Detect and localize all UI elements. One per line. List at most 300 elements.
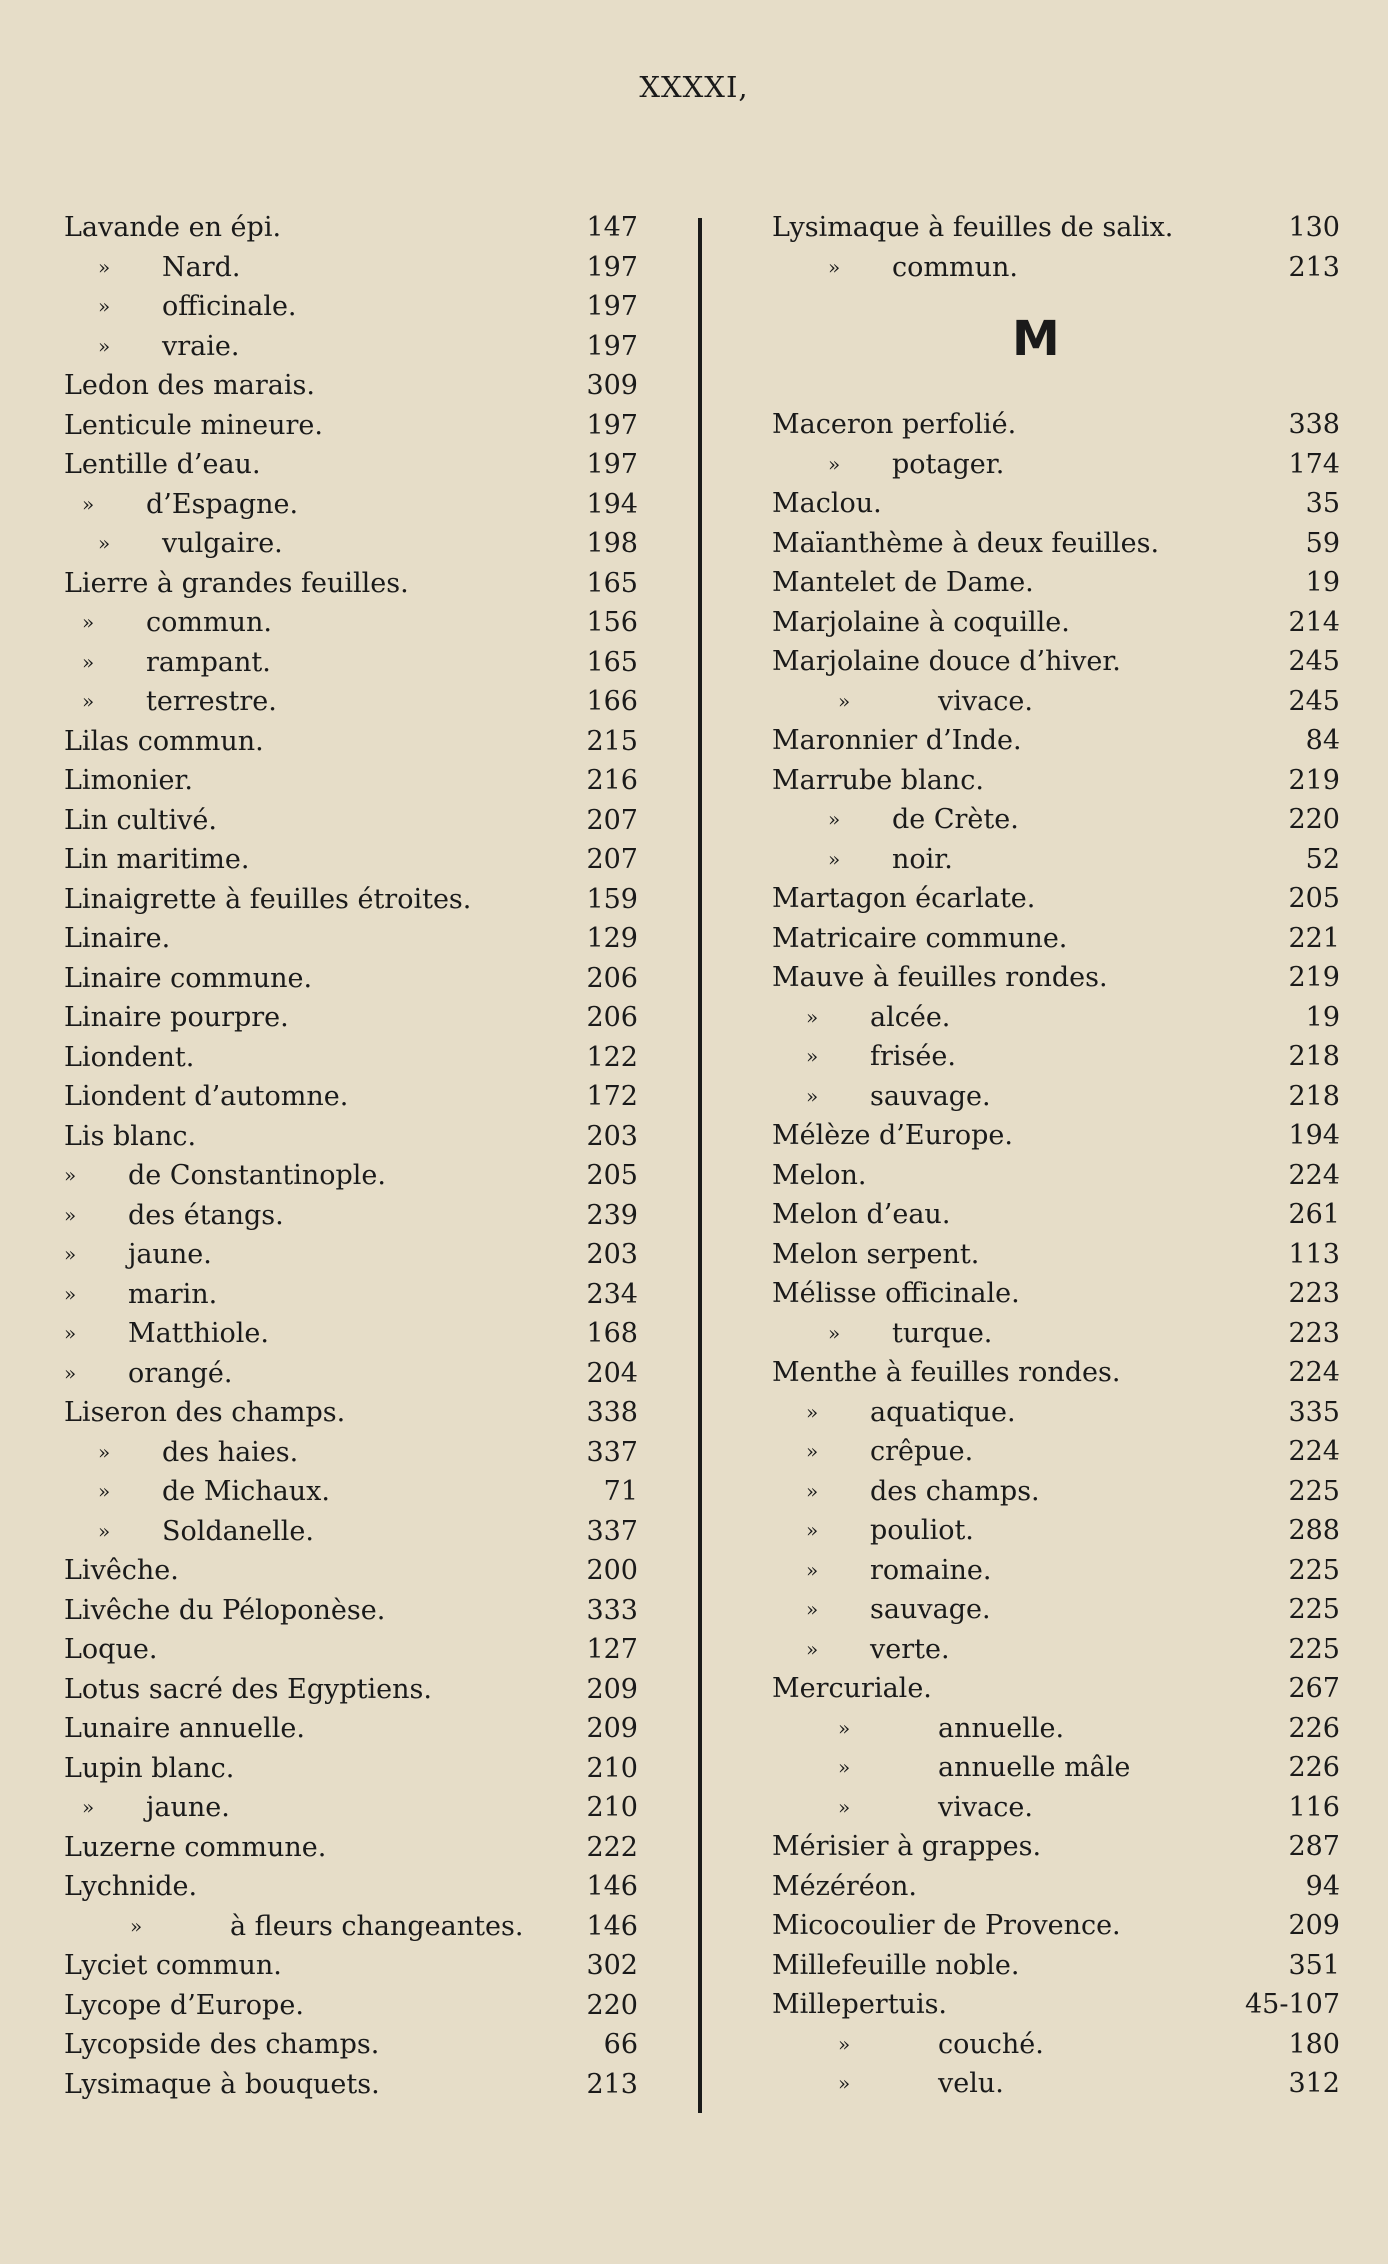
entry-label [64,1630,157,1670]
entry-page-number: 156 [586,607,638,638]
entry-page-number: 147 [586,212,638,243]
entry-name: sauvage. [870,1080,991,1112]
entry-label [130,1907,523,1947]
index-entry [772,721,1340,761]
entry-label [82,485,298,525]
entry-name: Millepertuis. [772,1989,948,2020]
entry-label [772,1195,950,1235]
index-entry [772,524,1340,564]
index-entry [772,1472,1340,1512]
entry-label [82,1788,230,1828]
entry-page-number: 333 [586,1594,638,1626]
index-entry [772,840,1340,880]
index-column-right [772,208,1340,2104]
entry-label [772,563,1034,603]
entry-label [64,919,170,959]
entry-name: Lis blanc. [64,1120,197,1152]
entry-label [772,524,1159,564]
entry-page-number: 94 [1305,1870,1340,1902]
entry-label [64,1551,179,1591]
ditto-mark: » [828,846,841,871]
entry-name: orangé. [128,1357,233,1389]
entry-label [64,1709,305,1749]
entry-label [772,958,1108,998]
entry-label [98,327,239,367]
index-entry [64,524,638,564]
entry-page-number: 220 [1288,804,1340,835]
entry-label [64,1591,385,1631]
entry-label [82,603,272,643]
entry-label [772,1946,1019,1986]
entry-page-number: 203 [586,1120,638,1152]
index-entry [64,2025,638,2065]
index-entry [64,1393,638,1433]
entry-label [772,1906,1121,1946]
entry-label [806,1590,991,1630]
entry-label [98,1512,314,1552]
entry-label [98,248,241,288]
index-entry [64,1946,638,1986]
entry-page-number: 197 [586,330,638,362]
ditto-mark: » [838,688,851,713]
ditto-mark: » [838,2031,851,2056]
entry-name: d’Espagne. [146,488,299,520]
entry-label [838,1748,1130,1788]
entry-name: noir. [892,843,953,875]
entry-name: Mercuriale. [772,1673,932,1704]
index-entry [64,998,638,1038]
entry-label [64,564,409,604]
entry-page-number: 245 [1288,646,1340,677]
entry-name: officinale. [162,291,297,322]
entry-label [64,445,261,485]
entry-page-number: 219 [1288,962,1340,993]
ditto-mark: » [64,1202,77,1227]
entry-label [772,1867,917,1907]
index-entry [64,1077,638,1117]
entry-name: Melon. [772,1159,867,1191]
entry-page-number: 226 [1288,1712,1340,1744]
section-letter-row [772,287,1340,405]
entry-page-number: 288 [1288,1515,1340,1546]
index-entry [64,1038,638,1078]
entry-page-number: 45-107 [1244,1989,1340,2020]
entry-label [64,840,249,880]
entry-page-number: 226 [1288,1752,1340,1783]
entry-name: couché. [938,2028,1044,2060]
entry-page-number: 213 [586,2068,638,2100]
entry-label [838,2025,1044,2065]
entry-page-number: 239 [586,1199,638,1231]
index-entry [64,248,638,288]
ditto-mark: » [64,1360,77,1385]
index-entry [772,1630,1340,1670]
index-entry [772,800,1340,840]
entry-page-number: 146 [586,1871,638,1902]
ditto-mark: » [806,1478,819,1503]
index-entry [772,2064,1340,2104]
entry-name: Liseron des champs. [64,1397,346,1428]
ditto-mark: » [130,1913,143,1938]
entry-page-number: 309 [586,370,638,401]
entry-name: Loque. [64,1634,158,1665]
entry-page-number: 204 [586,1357,638,1389]
entry-page-number: 159 [586,883,638,915]
ditto-mark: » [806,1439,819,1463]
entry-label [64,1156,386,1196]
entry-page-number: 116 [1288,1791,1340,1823]
index-column-left [64,208,638,2104]
entry-name: Ledon des marais. [64,370,315,401]
entry-label [64,2065,380,2105]
entry-label [772,1985,947,2025]
entry-name: Linaire commune. [64,962,313,994]
entry-name: à fleurs changeantes. [230,1910,524,1942]
entry-label [64,1749,234,1789]
entry-page-number: 209 [1288,1910,1340,1941]
index-entry [64,485,638,525]
index-entry [772,1709,1340,1749]
entry-name: Micocoulier de Provence. [772,1910,1121,1941]
entry-label [828,800,1019,840]
entry-page-number: 209 [586,1673,638,1705]
index-entry [64,208,638,248]
entry-page-number: 197 [586,251,638,283]
index-entry [772,1985,1340,2025]
entry-label [772,761,984,801]
entry-label [828,248,1018,288]
entry-name: Lysimaque à bouquets. [64,2068,380,2100]
ditto-mark: » [98,333,111,358]
ditto-mark: » [806,1083,819,1108]
entry-name: Maronnier d’Inde. [772,725,1022,756]
entry-name: Marjolaine à coquille. [772,606,1070,638]
index-entry [64,1354,638,1394]
index-entry [64,1670,638,1710]
entry-page-number: 210 [586,1792,638,1823]
entry-page-number: 245 [1288,685,1340,717]
entry-label [806,1393,1016,1433]
ditto-mark: » [838,1755,851,1779]
entry-label [828,445,1004,485]
entry-page-number: 219 [1288,764,1340,796]
ditto-mark: » [806,1597,819,1621]
entry-name: Mélèze d’Europe. [772,1120,1013,1151]
ditto-mark: » [98,1439,111,1464]
entry-label [806,1630,950,1670]
index-entry [772,1314,1340,1354]
entry-name: Soldanelle. [162,1515,314,1547]
ditto-mark: » [82,610,95,634]
index-entry [772,1669,1340,1709]
entry-name: commun. [146,607,272,638]
entry-page-number: 225 [1288,1554,1340,1586]
index-entry [64,1591,638,1631]
index-entry [64,1433,638,1473]
entry-label [64,1828,326,1868]
entry-page-number: 172 [586,1081,638,1112]
entry-name: Melon serpent. [772,1238,980,1270]
index-entry [772,642,1340,682]
index-entry [772,563,1340,603]
index-entry [772,919,1340,959]
entry-label [772,1156,867,1196]
entry-label [64,880,471,920]
entry-label [772,1235,979,1275]
index-entry [64,682,638,722]
entry-name: jaune. [128,1239,212,1270]
ditto-mark: » [806,1557,819,1582]
ditto-mark: » [806,1636,819,1661]
entry-page-number: 19 [1305,1001,1340,1033]
index-entry [772,484,1340,524]
entry-label [772,603,1070,643]
entry-page-number: 35 [1305,488,1340,519]
entry-label [806,1077,991,1117]
entry-page-number: 225 [1288,1594,1340,1625]
entry-name: Mantelet de Dame. [772,567,1034,598]
entry-label [772,721,1022,761]
entry-page-number: 223 [1288,1278,1340,1309]
entry-page-number: 267 [1288,1673,1340,1704]
entry-page-number: 338 [586,1397,638,1428]
entry-page-number: 197 [586,409,638,441]
index-entry [64,564,638,604]
index-entry [64,1275,638,1315]
index-entry [772,1432,1340,1472]
entry-page-number: 222 [586,1831,638,1863]
ditto-mark: » [98,254,111,279]
index-entry [772,1353,1340,1393]
entry-page-number: 312 [1288,2068,1340,2099]
index-entry [64,761,638,801]
index-entry [772,1195,1340,1235]
ditto-mark: » [64,1321,77,1345]
index-entry [772,1274,1340,1314]
entry-label [772,1116,1013,1156]
entry-page-number: 207 [586,804,638,836]
entry-label [64,1077,348,1117]
entry-name: pouliot. [870,1515,974,1546]
entry-label [772,642,1121,682]
entry-page-number: 165 [586,567,638,599]
index-entry [772,761,1340,801]
entry-name: Millefeuille noble. [772,1949,1020,1981]
entry-page-number: 166 [586,686,638,717]
index-entry [64,287,638,327]
index-entry [772,1156,1340,1196]
entry-label [82,643,271,683]
ditto-mark: » [806,1044,819,1068]
index-entry [64,919,638,959]
index-entry [64,1235,638,1275]
entry-page-number: 214 [1288,606,1340,638]
index-entry [64,801,638,841]
entry-name: Maïanthème à deux feuilles. [772,527,1160,559]
entry-page-number: 200 [586,1555,638,1586]
entry-page-number: 351 [1288,1949,1340,1981]
index-entry [64,840,638,880]
entry-name: aquatique. [870,1396,1016,1428]
entry-page-number: 84 [1305,725,1340,756]
index-entry [64,880,638,920]
index-entry [64,959,638,999]
index-entry [64,1314,638,1354]
ditto-mark: » [838,1794,851,1819]
entry-page-number: 113 [1288,1238,1340,1270]
entry-name: Lycopside des champs. [64,2029,380,2060]
ditto-mark: » [98,294,111,318]
entry-page-number: 127 [586,1634,638,1665]
index-entry [64,722,638,762]
entry-page-number: 210 [586,1752,638,1784]
entry-name: Nard. [162,251,241,283]
entry-page-number: 197 [586,449,638,480]
entry-name: Limonier. [64,765,193,796]
entry-label [64,1117,196,1157]
entry-page-number: 224 [1288,1357,1340,1388]
entry-name: Marjolaine douce d’hiver. [772,646,1121,677]
entry-name: annuelle. [938,1712,1065,1744]
entry-label [772,919,1067,959]
ditto-mark: » [98,1518,111,1543]
entry-page-number: 168 [586,1318,638,1349]
index-entry [64,1788,638,1828]
entry-name: frisée. [870,1041,956,1072]
entry-label [64,959,312,999]
ditto-mark: » [828,254,841,279]
entry-label [64,1235,212,1275]
entry-name: verte. [870,1633,950,1665]
entry-label [64,366,315,406]
index-entry [772,958,1340,998]
index-entry [64,1512,638,1552]
entry-name: sauvage. [870,1594,991,1625]
entry-label [64,2025,379,2065]
entry-page-number: 205 [1288,883,1340,914]
ditto-mark: » [828,807,841,831]
entry-name: Lunaire annuelle. [64,1713,305,1744]
entry-name: Liondent d’automne. [64,1081,349,1112]
entry-page-number: 224 [1288,1159,1340,1191]
entry-label [64,761,193,801]
entry-label [806,1472,1040,1512]
entry-name: Maclou. [772,488,882,519]
entry-name: jaune. [146,1792,230,1823]
entry-page-number: 203 [586,1239,638,1270]
entry-name: Lysimaque à feuilles de salix. [772,212,1174,243]
entry-page-number: 302 [586,1950,638,1981]
ditto-mark: » [98,531,111,555]
entry-name: Marrube blanc. [772,764,984,796]
entry-name: Menthe à feuilles rondes. [772,1357,1121,1388]
entry-label [64,1314,269,1354]
entry-name: crêpue. [870,1436,974,1467]
index-entry [64,366,638,406]
ditto-mark: » [98,1479,111,1503]
entry-page-number: 287 [1288,1831,1340,1862]
entry-name: Lavande en épi. [64,212,282,243]
entry-page-number: 234 [586,1278,638,1310]
entry-name: potager. [892,448,1005,480]
entry-name: Linaire. [64,923,171,954]
entry-label [806,1511,974,1551]
entry-name: vivace. [938,1791,1033,1823]
entry-label [64,1670,432,1710]
ditto-mark: » [64,1163,77,1187]
index-entry [64,1907,638,1947]
entry-name: velu. [938,2068,1004,2099]
entry-name: rampant. [146,646,271,678]
entry-label [838,1709,1064,1749]
entry-page-number: 223 [1288,1317,1340,1349]
entry-label [98,524,283,564]
entry-name: Linaire pourpre. [64,1002,289,1033]
entry-label [806,1432,973,1472]
index-entry [772,405,1340,445]
ditto-mark: » [838,1715,851,1740]
entry-name: Martagon écarlate. [772,883,1036,914]
entry-label [98,1472,330,1512]
entry-name: Lenticule mineure. [64,409,323,441]
entry-label [64,722,264,762]
index-entry [772,2025,1340,2065]
entry-name: Lin cultivé. [64,804,217,836]
entry-label [64,1867,197,1907]
entry-label [772,1353,1120,1393]
entry-page-number: 206 [586,962,638,994]
entry-label [64,1393,345,1433]
entry-name: Melon d’eau. [772,1199,951,1230]
entry-page-number: 215 [586,725,638,757]
index-entry [772,1037,1340,1077]
entry-label [772,1827,1041,1867]
index-entry [64,1196,638,1236]
index-entry [64,1986,638,2026]
index-entry [772,1748,1340,1788]
entry-name: terrestre. [146,686,277,717]
index-entry [64,1156,638,1196]
entry-name: turque. [892,1317,993,1349]
entry-page-number: 180 [1288,2028,1340,2060]
entry-name: Mézéréon. [772,1870,917,1902]
entry-name: des étangs. [128,1199,284,1231]
column-divider [698,218,702,2113]
index-entry [772,1906,1340,1946]
entry-page-number: 207 [586,844,638,875]
entry-page-number: 218 [1288,1041,1340,1072]
entry-label [64,1986,304,2026]
entry-name: Mélisse officinale. [772,1278,1020,1309]
entry-label [64,1275,217,1315]
page-header-roman-numeral: XXXXI, [639,70,749,104]
entry-page-number: 337 [586,1515,638,1547]
index-entry [772,445,1340,485]
entry-page-number: 59 [1305,527,1340,559]
entry-page-number: 225 [1288,1475,1340,1507]
index-entry [772,1393,1340,1433]
entry-name: Lycope d’Europe. [64,1989,304,2021]
ditto-mark: » [82,689,95,713]
entry-name: vulgaire. [162,528,283,559]
index-entry [64,327,638,367]
entry-label [772,1274,1020,1314]
index-entry [64,1472,638,1512]
entry-page-number: 213 [1288,251,1340,283]
entry-name: Maceron perfolié. [772,409,1017,440]
entry-name: Lin maritime. [64,844,250,875]
entry-label [64,1038,194,1078]
